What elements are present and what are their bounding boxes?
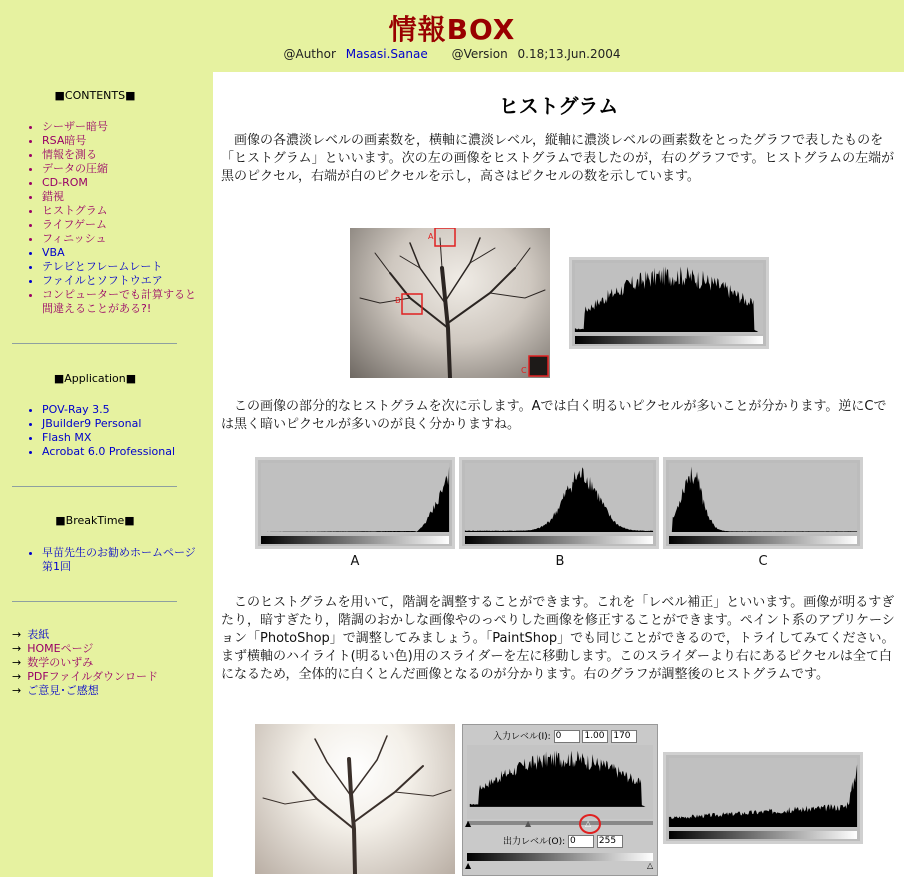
sidebar-link[interactable]: • フィニッシュ xyxy=(42,232,202,246)
sidebar-link[interactable]: • データの圧縮 xyxy=(42,162,202,176)
breaktime-list xyxy=(24,546,207,574)
sidebar-link[interactable]: • POV-Ray 3.5 xyxy=(42,403,202,417)
contents-heading: ■CONTENTS■ xyxy=(54,89,136,102)
sidebar-link[interactable]: • 錯視 xyxy=(42,190,202,204)
levels-dialog xyxy=(462,724,658,876)
site-title: 情報BOX xyxy=(388,13,516,46)
author-version-line xyxy=(0,47,904,61)
intro-paragraph: 画像の各濃淡レベルの画素数を，横軸に濃淡レベル，縦軸に濃淡レベルの画素数をとったグラフで表したものを「ヒストグラム」といいます。次の左の画像をヒストグラムで表したのが，右のグラフです。ヒストグラムの左端が黒のピクセル，右端が白のピクセルを示し，高さはピクセルの数を示しています。 xyxy=(221,133,895,184)
tree-photo xyxy=(350,228,550,378)
region-label-c: C xyxy=(521,366,527,375)
version-label: @Version xyxy=(451,47,508,61)
nav-link-item xyxy=(12,684,158,698)
sidebar xyxy=(0,72,213,877)
nav-link[interactable]: HOMEページ xyxy=(27,642,94,655)
divider xyxy=(12,601,177,602)
sidebar-link[interactable]: • コンピューターでも計算すると間違えることがある?! xyxy=(42,288,202,316)
gamma-slider[interactable]: ▲ xyxy=(525,819,532,828)
author-label: @Author xyxy=(283,47,336,61)
breaktime-heading: ■BreakTime■ xyxy=(55,514,135,527)
application-list xyxy=(24,403,202,459)
sidebar-link[interactable]: • JBuilder9 Personal xyxy=(42,417,202,431)
nav-link[interactable]: 数学のいずみ xyxy=(27,656,94,669)
levels-histogram xyxy=(467,745,653,819)
sidebar-link[interactable]: • 情報を測る xyxy=(42,148,202,162)
white-point-slider[interactable]: △ xyxy=(585,819,592,828)
page-header xyxy=(0,0,904,72)
adjusted-histogram xyxy=(663,752,863,844)
partial-paragraph: この画像の部分的なヒストグラムを次に示します。Aでは白く明るいピクセルが多いことが分かります。逆にCでは黒く暗いピクセルが多いのが良く分かりますね。 xyxy=(221,399,887,432)
caption-c: C xyxy=(758,554,768,569)
output-level-row xyxy=(503,834,623,848)
input-level-gamma[interactable]: 1.00 xyxy=(582,730,608,743)
page-heading: ヒストグラム xyxy=(498,94,619,118)
highlight-circle xyxy=(579,814,601,834)
histogram-shape xyxy=(470,751,650,807)
tree-silhouette xyxy=(350,228,550,378)
caption-b: B xyxy=(555,554,565,569)
input-level-white[interactable]: 170 xyxy=(611,730,637,743)
sidebar-link[interactable]: • CD-ROM xyxy=(42,176,202,190)
nav-link-item xyxy=(12,642,158,656)
nav-link[interactable]: ご意見･ご感想 xyxy=(27,684,99,697)
sidebar-link[interactable]: • ファイルとソフトウエア xyxy=(42,274,202,288)
black-point-slider[interactable]: ▲ xyxy=(465,819,472,828)
arrow-icon: → xyxy=(12,628,22,641)
output-level-label: 出力レベル(O): xyxy=(503,837,566,847)
histogram-a xyxy=(255,457,455,549)
histogram-shape xyxy=(575,267,763,332)
histogram-c xyxy=(663,457,863,549)
sidebar-link[interactable]: • シーザー暗号 xyxy=(42,120,202,134)
input-level-row xyxy=(493,729,637,743)
application-heading: ■Application■ xyxy=(53,372,137,385)
output-level-white[interactable]: 255 xyxy=(597,835,623,848)
output-black-slider[interactable]: ▲ xyxy=(465,861,472,870)
full-histogram xyxy=(569,257,769,349)
nav-link[interactable]: 表紙 xyxy=(27,628,50,641)
main-content xyxy=(213,72,904,877)
divider xyxy=(12,486,177,487)
sidebar-link[interactable]: • 早苗先生のお勧めホームページ 第1回 xyxy=(42,546,202,574)
version-value: 0.18;13.Jun.2004 xyxy=(517,47,621,61)
output-white-slider[interactable]: △ xyxy=(647,861,654,870)
histogram-b xyxy=(459,457,659,549)
bottom-links xyxy=(12,628,158,698)
nav-link-item xyxy=(12,670,158,684)
nav-link-item xyxy=(12,656,158,670)
region-label-a: A xyxy=(428,232,434,241)
sidebar-link[interactable]: • Acrobat 6.0 Professional xyxy=(42,445,202,459)
tree-silhouette xyxy=(255,724,455,874)
input-slider-track[interactable] xyxy=(467,821,653,825)
histogram-shape xyxy=(261,467,449,532)
divider xyxy=(12,343,177,344)
author-link[interactable]: Masasi.Sanae xyxy=(345,47,428,61)
caption-a: A xyxy=(350,554,360,569)
arrow-icon: → xyxy=(12,684,22,697)
levels-paragraph: このヒストグラムを用いて，階調を調整することができます。これを「レベル補正」といいます。画像が明るすぎたり，暗すぎたり，階調のおかしな画像やのっぺりした画像を修正することができます。ペイント系のアプリケーション「PhotoShop」で調整してみましょう。「PaintShop」でも同じことができるので，トライしてみてください。まず横軸のハイライト(明るい色)用のスライダーを左に移動します。このスライダーより右にあるピクセルは全て白になるため，全体的に白くとんだ画像となるのが分かります。右のグラフが調整後のヒストグラムです。 xyxy=(221,595,895,682)
arrow-icon: → xyxy=(12,642,22,655)
nav-link-item xyxy=(12,628,158,642)
arrow-icon: → xyxy=(12,670,22,683)
sidebar-link[interactable]: • Flash MX xyxy=(42,431,202,445)
input-level-black[interactable]: 0 xyxy=(554,730,580,743)
arrow-icon: → xyxy=(12,656,22,669)
histogram-shape xyxy=(669,467,857,532)
sidebar-link[interactable]: • テレビとフレームレート xyxy=(42,260,202,274)
contents-list xyxy=(24,120,202,316)
histogram-shape xyxy=(465,467,653,532)
input-level-label: 入力レベル(I): xyxy=(493,732,551,742)
output-gradient xyxy=(467,853,653,861)
sidebar-link[interactable]: • VBA xyxy=(42,246,202,260)
sidebar-link[interactable]: • RSA暗号 xyxy=(42,134,202,148)
sidebar-link[interactable]: • ライフゲーム xyxy=(42,218,202,232)
adjusted-tree-photo xyxy=(255,724,455,874)
nav-link[interactable]: PDFファイルダウンロード xyxy=(27,670,158,683)
histogram-shape xyxy=(669,764,857,827)
region-label-b: B xyxy=(395,296,401,305)
output-level-black[interactable]: 0 xyxy=(568,835,594,848)
sidebar-link[interactable]: • ヒストグラム xyxy=(42,204,202,218)
